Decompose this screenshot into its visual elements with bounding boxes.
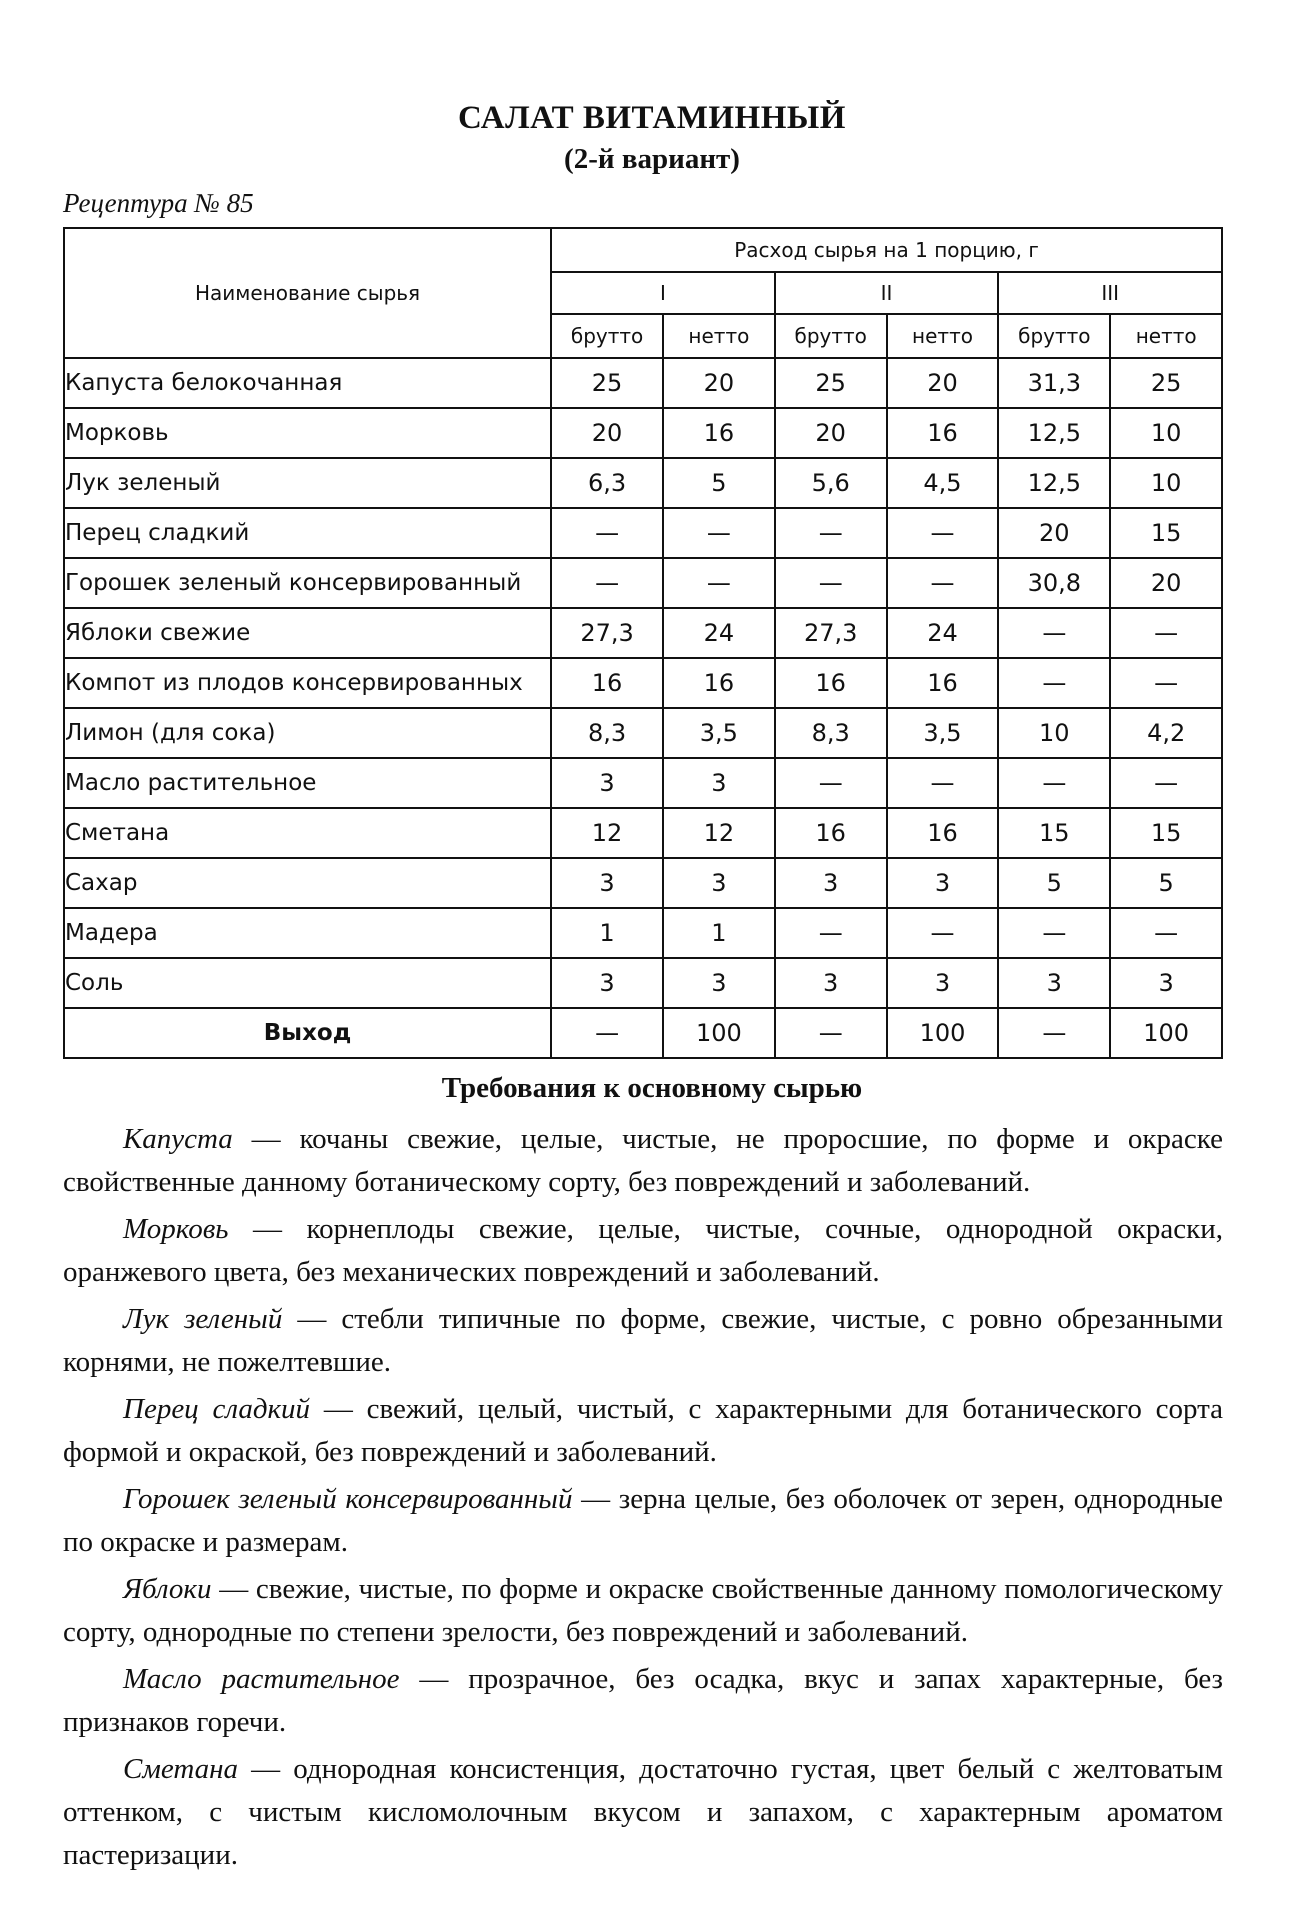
amount-cell: — bbox=[887, 908, 999, 958]
amount-cell: 3 bbox=[663, 758, 775, 808]
yield-label: Выход bbox=[64, 1008, 551, 1058]
amount-cell: 20 bbox=[551, 408, 663, 458]
amount-cell: 3 bbox=[551, 758, 663, 808]
amount-cell: — bbox=[551, 508, 663, 558]
amount-cell: 20 bbox=[998, 508, 1110, 558]
ingredient-name: Перец сладкий bbox=[64, 508, 551, 558]
amount-cell: 10 bbox=[1110, 408, 1222, 458]
table-row bbox=[64, 858, 1222, 908]
requirement-text: — стебли типичные по форме, свежие, чистые, с ровно обрезанными корнями, не пожелтевшие. bbox=[63, 1303, 1223, 1378]
ingredient-name: Сметана bbox=[64, 808, 551, 858]
variant-header-2: II bbox=[775, 272, 999, 314]
amount-cell: 20 bbox=[887, 358, 999, 408]
amount-cell: — bbox=[663, 558, 775, 608]
requirements-list bbox=[63, 1118, 1223, 1881]
amount-cell: 16 bbox=[663, 408, 775, 458]
amount-cell: 24 bbox=[887, 608, 999, 658]
table-row bbox=[64, 808, 1222, 858]
requirement-paragraph bbox=[63, 1478, 1223, 1564]
amount-cell: — bbox=[1110, 608, 1222, 658]
amount-cell: 5 bbox=[663, 458, 775, 508]
requirement-term: Лук зеленый bbox=[123, 1303, 283, 1335]
amount-cell: 3 bbox=[887, 958, 999, 1008]
recipe-number: Рецептура № 85 bbox=[63, 188, 254, 218]
amount-cell: 15 bbox=[1110, 508, 1222, 558]
name-column-header: Наименование сырья bbox=[64, 228, 551, 358]
requirement-text: — однородная консистенция, достаточно густая, цвет белый с желтоватым оттенком, с чистым кисломолочным вкусом и запахом, с характерным ароматом пастеризации. bbox=[63, 1753, 1223, 1871]
requirement-paragraph bbox=[63, 1658, 1223, 1744]
amount-cell: 10 bbox=[1110, 458, 1222, 508]
amount-cell: 16 bbox=[775, 658, 887, 708]
amount-cell: 5 bbox=[998, 858, 1110, 908]
ingredient-name: Масло растительное bbox=[64, 758, 551, 808]
ingredient-name: Капуста белокочанная bbox=[64, 358, 551, 408]
amount-cell: — bbox=[1110, 658, 1222, 708]
table-row bbox=[64, 358, 1222, 408]
amount-cell: 5,6 bbox=[775, 458, 887, 508]
amount-cell: 12,5 bbox=[998, 408, 1110, 458]
amount-cell: 8,3 bbox=[775, 708, 887, 758]
page-title: САЛАТ ВИТАМИННЫЙ bbox=[458, 100, 846, 136]
amount-cell: 4,2 bbox=[1110, 708, 1222, 758]
requirement-paragraph bbox=[63, 1748, 1223, 1877]
table-row bbox=[64, 408, 1222, 458]
amount-cell: 3 bbox=[663, 958, 775, 1008]
table-row bbox=[64, 958, 1222, 1008]
ingredient-name: Сахар bbox=[64, 858, 551, 908]
yield-value: 100 bbox=[887, 1008, 999, 1058]
amount-cell: 15 bbox=[1110, 808, 1222, 858]
amount-cell: — bbox=[887, 758, 999, 808]
ingredient-name: Мадера bbox=[64, 908, 551, 958]
table-row bbox=[64, 458, 1222, 508]
amount-cell: 16 bbox=[551, 658, 663, 708]
amount-cell: 31,3 bbox=[998, 358, 1110, 408]
amount-cell: — bbox=[775, 508, 887, 558]
table-row bbox=[64, 608, 1222, 658]
requirement-text: — свежий, целый, чистый, с характерными для ботанического сорта формой и окраской, без повреждений и заболеваний. bbox=[63, 1393, 1223, 1468]
requirement-paragraph bbox=[63, 1568, 1223, 1654]
amount-cell: — bbox=[663, 508, 775, 558]
ingredient-name: Лимон (для сока) bbox=[64, 708, 551, 758]
requirement-term: Сметана bbox=[123, 1753, 239, 1785]
amount-cell: 27,3 bbox=[551, 608, 663, 658]
amount-cell: — bbox=[998, 608, 1110, 658]
amount-cell: 1 bbox=[663, 908, 775, 958]
amount-cell: 3 bbox=[551, 958, 663, 1008]
amount-cell: 20 bbox=[663, 358, 775, 408]
amount-cell: 16 bbox=[775, 808, 887, 858]
recipe-table bbox=[63, 227, 1223, 1059]
amount-cell: — bbox=[775, 908, 887, 958]
subheader-cell: нетто bbox=[663, 314, 775, 358]
yield-value: — bbox=[775, 1008, 887, 1058]
requirement-term: Капуста bbox=[123, 1123, 233, 1155]
requirement-term: Масло растительное bbox=[123, 1663, 400, 1695]
amount-cell: 1 bbox=[551, 908, 663, 958]
amount-cell: 27,3 bbox=[775, 608, 887, 658]
requirement-paragraph bbox=[63, 1208, 1223, 1294]
requirement-text: — корнеплоды свежие, целые, чистые, сочные, однородной окраски, оранжевого цвета, без механических повреждений и заболеваний. bbox=[63, 1213, 1223, 1288]
requirement-text: — кочаны свежие, целые, чистые, не проросшие, по форме и окраске свойственные данному ботаническому сорту, без повреждений и заболеваний. bbox=[63, 1123, 1223, 1198]
amount-cell: 24 bbox=[663, 608, 775, 658]
requirement-paragraph bbox=[63, 1388, 1223, 1474]
requirement-text: — свежие, чистые, по форме и окраске свойственные данному помологическому сорту, однородные по степени зрелости, без повреждений и заболеваний. bbox=[63, 1573, 1223, 1648]
requirement-term: Морковь bbox=[123, 1213, 229, 1245]
requirement-paragraph bbox=[63, 1118, 1223, 1204]
variant-header-1: I bbox=[551, 272, 775, 314]
amount-cell: 3 bbox=[775, 958, 887, 1008]
amount-cell: 3 bbox=[551, 858, 663, 908]
table-header-row bbox=[64, 228, 1222, 272]
amount-cell: 16 bbox=[887, 658, 999, 708]
amount-cell: 5 bbox=[1110, 858, 1222, 908]
amount-cell: 20 bbox=[1110, 558, 1222, 608]
amount-cell: 12 bbox=[551, 808, 663, 858]
subheader-cell: брутто bbox=[775, 314, 887, 358]
subheader-cell: брутто bbox=[998, 314, 1110, 358]
subheader-cell: нетто bbox=[887, 314, 999, 358]
amount-cell: 3,5 bbox=[887, 708, 999, 758]
amount-cell: — bbox=[998, 658, 1110, 708]
requirement-text: — зерна целые, без оболочек от зерен, однородные по окраске и размерам. bbox=[63, 1483, 1224, 1558]
yield-value: — bbox=[998, 1008, 1110, 1058]
amount-cell: 12,5 bbox=[998, 458, 1110, 508]
amount-cell: 3 bbox=[775, 858, 887, 908]
amount-cell: — bbox=[1110, 908, 1222, 958]
requirement-term: Горошек зеленый консервированный bbox=[123, 1483, 573, 1515]
requirement-term: Яблоки bbox=[123, 1573, 212, 1605]
yield-value: 100 bbox=[663, 1008, 775, 1058]
amount-cell: — bbox=[998, 908, 1110, 958]
amount-cell: 16 bbox=[663, 658, 775, 708]
amount-cell: 16 bbox=[887, 808, 999, 858]
amount-cell: 3,5 bbox=[663, 708, 775, 758]
amount-cell: — bbox=[775, 758, 887, 808]
variant-header-3: III bbox=[998, 272, 1222, 314]
amount-cell: 3 bbox=[1110, 958, 1222, 1008]
amount-cell: 8,3 bbox=[551, 708, 663, 758]
yield-value: 100 bbox=[1110, 1008, 1222, 1058]
amount-cell: 25 bbox=[1110, 358, 1222, 408]
amount-cell: 25 bbox=[551, 358, 663, 408]
amount-cell: 20 bbox=[775, 408, 887, 458]
requirements-title: Требования к основному сырью bbox=[441, 1072, 863, 1104]
ingredient-name: Соль bbox=[64, 958, 551, 1008]
table-row bbox=[64, 708, 1222, 758]
amount-cell: — bbox=[998, 758, 1110, 808]
requirement-text: — прозрачное, без осадка, вкус и запах характерные, без признаков горечи. bbox=[63, 1663, 1224, 1738]
amount-cell: — bbox=[1110, 758, 1222, 808]
yield-value: — bbox=[551, 1008, 663, 1058]
table-row bbox=[64, 508, 1222, 558]
consumption-header: Расход сырья на 1 порцию, г bbox=[551, 228, 1222, 272]
amount-cell: 25 bbox=[775, 358, 887, 408]
ingredient-name: Лук зеленый bbox=[64, 458, 551, 508]
ingredient-name: Яблоки свежие bbox=[64, 608, 551, 658]
table-row bbox=[64, 758, 1222, 808]
amount-cell: 30,8 bbox=[998, 558, 1110, 608]
ingredient-name: Морковь bbox=[64, 408, 551, 458]
requirement-term: Перец сладкий bbox=[123, 1393, 311, 1425]
table-row bbox=[64, 558, 1222, 608]
amount-cell: 16 bbox=[887, 408, 999, 458]
ingredient-name: Горошек зеленый консервированный bbox=[64, 558, 551, 608]
amount-cell: 6,3 bbox=[551, 458, 663, 508]
amount-cell: 12 bbox=[663, 808, 775, 858]
amount-cell: — bbox=[887, 508, 999, 558]
table-row bbox=[64, 908, 1222, 958]
subheader-cell: брутто bbox=[551, 314, 663, 358]
amount-cell: 3 bbox=[663, 858, 775, 908]
requirement-paragraph bbox=[63, 1298, 1223, 1384]
table-row bbox=[64, 658, 1222, 708]
yield-row bbox=[64, 1008, 1222, 1058]
amount-cell: 15 bbox=[998, 808, 1110, 858]
amount-cell: — bbox=[887, 558, 999, 608]
amount-cell: 3 bbox=[887, 858, 999, 908]
amount-cell: — bbox=[775, 558, 887, 608]
ingredient-name: Компот из плодов консервированных bbox=[64, 658, 551, 708]
amount-cell: 3 bbox=[998, 958, 1110, 1008]
amount-cell: 10 bbox=[998, 708, 1110, 758]
amount-cell: — bbox=[551, 558, 663, 608]
subheader-cell: нетто bbox=[1110, 314, 1222, 358]
amount-cell: 4,5 bbox=[887, 458, 999, 508]
page-subtitle: (2-й вариант) bbox=[564, 143, 740, 175]
